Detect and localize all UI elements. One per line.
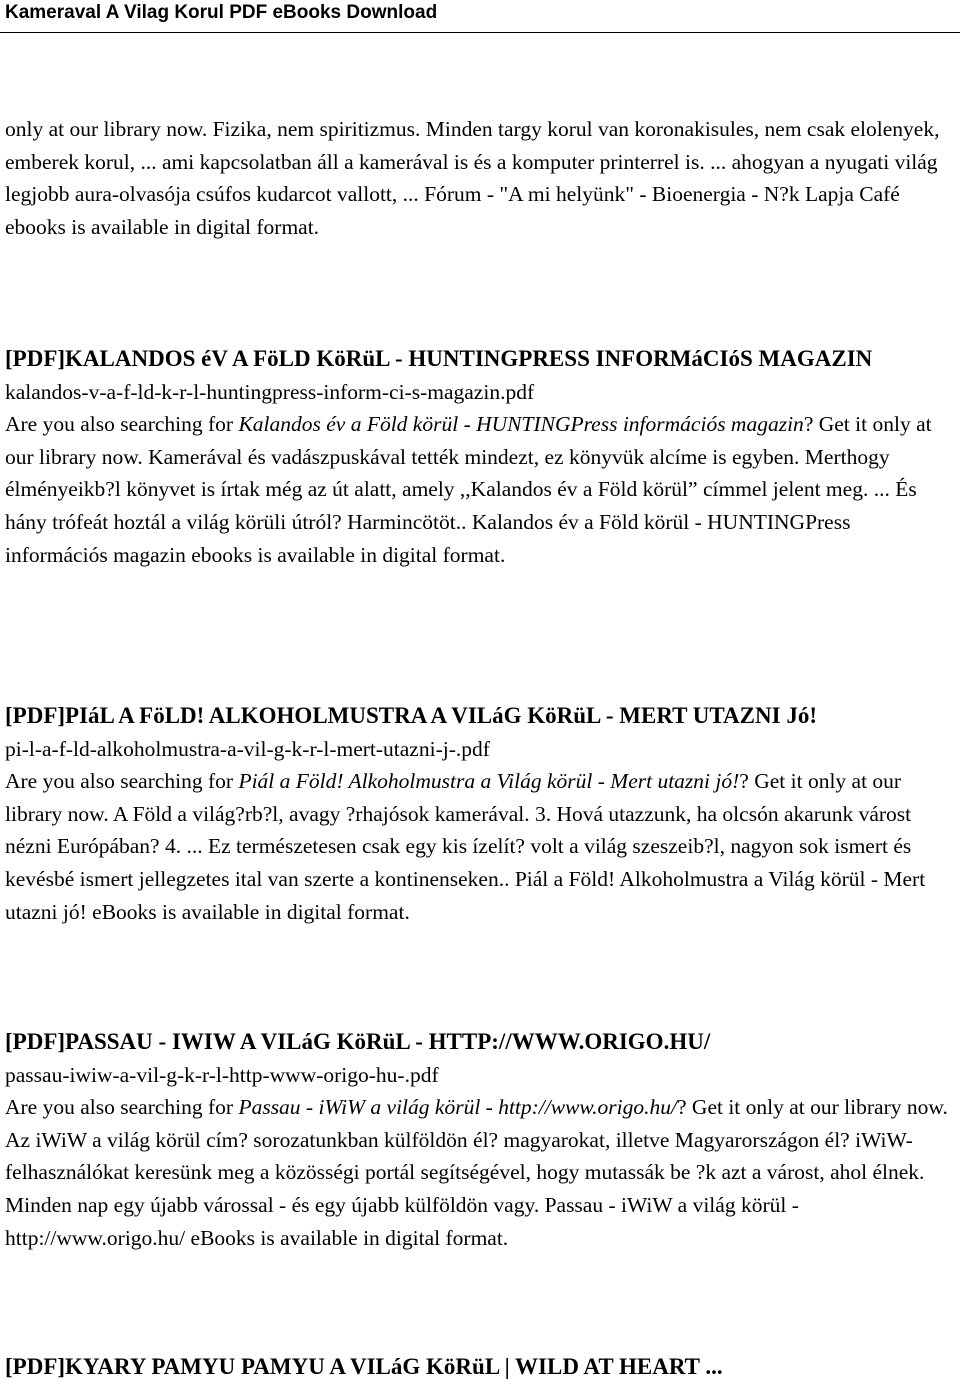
entry-description: [5, 408, 950, 571]
entry-title[interactable]: [PDF]PIáL A FöLD! ALKOHOLMUSTRA A VILáG KöRüL - MERT UTAZNI Jó!: [5, 703, 817, 728]
entry-pial-a-fold: [5, 700, 950, 928]
entry-filename[interactable]: pi-l-a-f-ld-alkoholmustra-a-vil-g-k-r-l-mert-utazni-j-.pdf: [5, 736, 490, 761]
entry-body: ? Get it only at our library now. Kamerával és vadászpuskával tették mindezt, ez könyvük alcíme is egyben. Merthogy élményeikb?l könyvet is írtak még az út alatt, amely ,,Kalandos év a Föld körül” címmel jelent meg. ... És hány trófeát hoztál a világ körüli útról? Harmincötöt.. Kalandos év a Föld körül - HUNTINGPress információs magazin ebooks is available in digital format.: [5, 412, 932, 567]
entry-lead: Are you also searching for: [5, 412, 239, 437]
entry-filename[interactable]: kalandos-v-a-f-ld-k-r-l-huntingpress-inform-ci-s-magazin.pdf: [5, 379, 535, 404]
intro-text: only at our library now. Fizika, nem spiritizmus. Minden targy korul van koronakisules, nem csak elolenyek, emberek korul, ... ami kapcsolatban áll a kamerával is és a komputer printerrel is. ... ahogyan a nyugati világ legjobb aura-olvasója csúfos kudarcot vallott, ... Fórum - "A mi helyünk" - Bioenergia - N?k Lapja Café ebooks is available in digital format.: [5, 117, 940, 239]
entry-lead: Are you also searching for: [5, 1095, 239, 1120]
entry-title[interactable]: [PDF]KYARY PAMYU PAMYU A VILáG KöRüL | WILD AT HEART ...: [5, 1354, 723, 1379]
entry-title[interactable]: [PDF]PASSAU - IWIW A VILáG KöRüL - HTTP://WWW.ORIGO.HU/: [5, 1029, 711, 1054]
entry-italic-title: Passau - iWiW a világ körül - http://www.origo.hu/: [238, 1095, 677, 1120]
entry-lead: Are you also searching for: [5, 769, 239, 794]
entry-title[interactable]: [PDF]KALANDOS éV A FöLD KöRüL - HUNTINGPRESS INFORMáCIóS MAGAZIN: [5, 346, 873, 371]
entry-italic-title: Kalandos év a Föld körül - HUNTINGPress információs magazin: [238, 412, 804, 437]
header-divider: [0, 32, 960, 33]
entry-body: ? Get it only at our library now. Az iWiW a világ körül cím? sorozatunkban külföldön él? magyarokat, illetve Magyarországon él? iWiW-felhasználókat keresünk meg a közösségi portál segítségével, hogy mutassák be ?k azt a várost, ahol élnek. Minden nap egy újabb várossal - és egy újabb külföldön vagy. Passau - iWiW a világ körül - http://www.origo.hu/ eBooks is available in digital format.: [5, 1095, 948, 1250]
entry-description: [5, 765, 950, 928]
entry-kyary-pamyu: [5, 1351, 950, 1384]
entry-italic-title: Piál a Föld! Alkoholmustra a Világ körül - Mert utazni jó!: [238, 769, 740, 794]
intro-paragraph: [5, 113, 950, 243]
entry-filename[interactable]: passau-iwiw-a-vil-g-k-r-l-http-www-origo-hu-.pdf: [5, 1062, 439, 1087]
entry-kalandos: [5, 343, 950, 571]
entry-body: ? Get it only at our library now. A Föld a világ?rb?l, avagy ?rhajósok kamerával. 3. Hová utazzunk, ha olcsón akarunk várost nézni Európában? 4. ... Ez természetesen csak egy kis ízelít? volt a világ szeszeib?l, nagyon sok ismert és kevésbé ismert jellegzetes ital van szerte a kontinenseken.. Piál a Föld! Alkoholmustra a Világ körül - Mert utazni jó! eBooks is available in digital format.: [5, 769, 926, 924]
entry-passau: [5, 1026, 950, 1254]
page-header-title: Kameraval A Vilag Korul PDF eBooks Download: [5, 2, 438, 23]
entry-description: [5, 1091, 950, 1254]
